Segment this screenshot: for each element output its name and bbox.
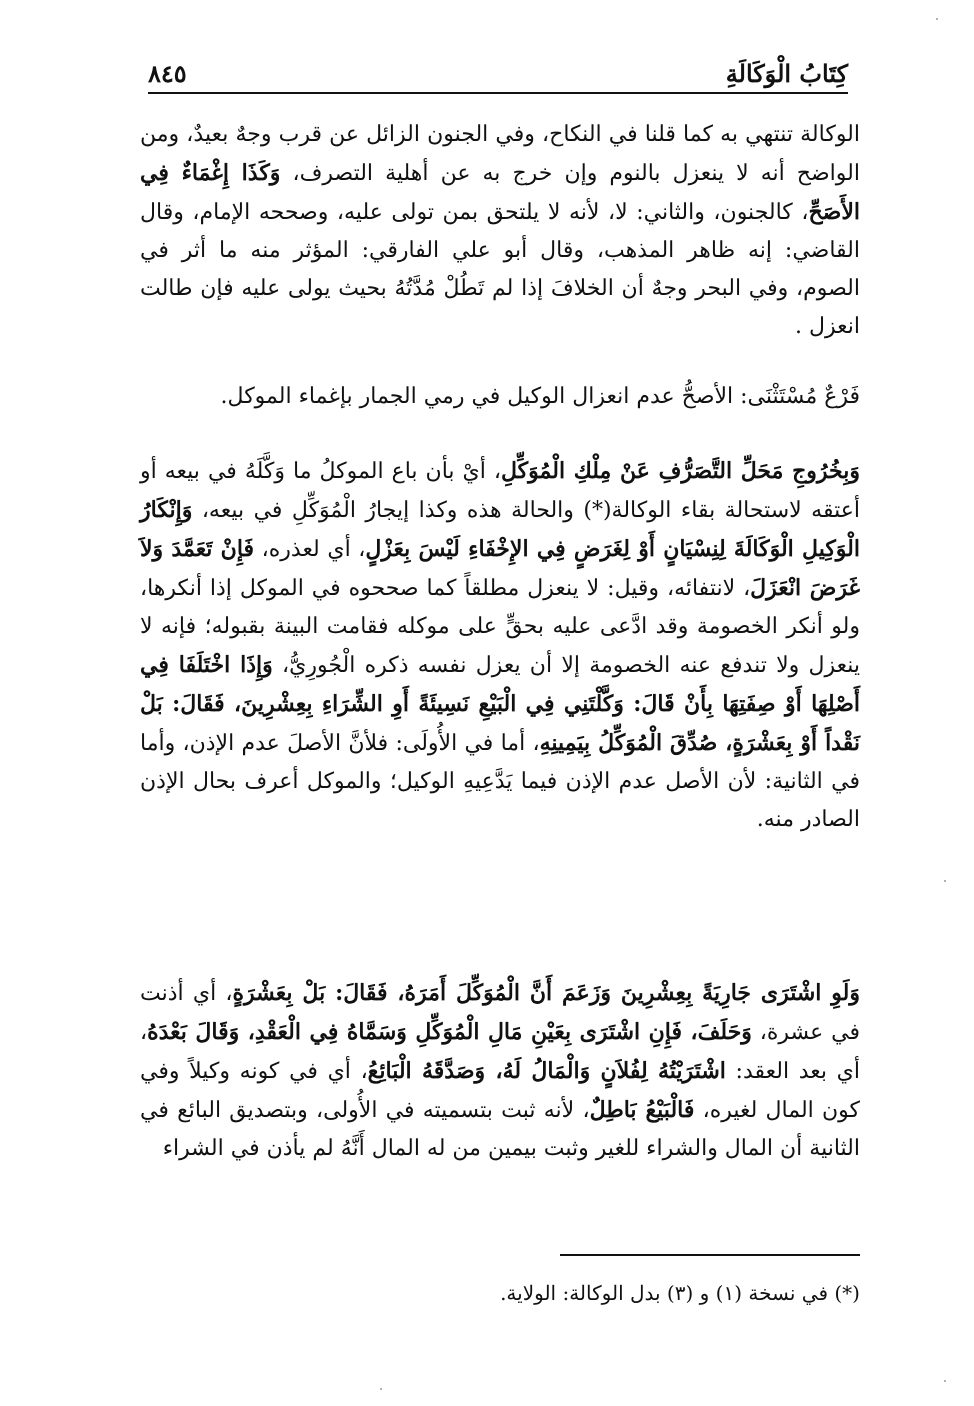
matn-text: فَالْبَيْعُ بَاطِلٌ: [589, 1097, 695, 1123]
scan-speck: [936, 18, 938, 20]
page-number: ٨٤٥: [148, 59, 187, 88]
text-run: ، أي في كونه وكيلاً وفي كون المال لغيره،: [140, 1059, 861, 1123]
text-run: ، لانتفائه، وقيل: لا ينعزل مطلقاً كما صححوه في الموكل إذا أنكرها، ولو أنكر الخصومة وقد ادَّعى عليه بحقٍّ على موكله فقامت البينة بقبوله؛ فإنه لا ينعزل ولا تندفع عنه الخصومة إلا أن يعزل نفسه ذكره الْجُورِيُّ،: [140, 576, 860, 678]
paragraph: [140, 116, 860, 346]
paragraph: [140, 452, 860, 839]
text-run: فَرْعٌ مُسْتَثْنَى: الأصحُّ عدم انعزال الوكيل في رمي الجمار بإغماء الموكل.: [220, 384, 860, 409]
matn-text: وَحَلَفَ، فَإِنِ اشْتَرَى بِعَيْنِ مَالِ الْمُوَكِّلِ وَسَمَّاهُ فِي الْعَقْدِ، وَقَالَ بَعْدَهُ: [147, 1019, 752, 1045]
scan-speck: [944, 1380, 946, 1382]
paragraph: [140, 378, 860, 416]
matn-text: وَإِذَا اخْتَلَفَا فِي أَصْلِهَا أَوْ صِفَتِهَا بِأَنْ قَالَ: وَكَّلْتَنِي فِي الْبَيْعِ نَسِيئَةً أَوِ الشِّرَاءِ بِعِشْرِينَ، فَقَالَ: بَلْ نَقْداً أَوْ بِعَشْرَةٍ، صُدِّقَ الْمُوَكِّلُ بِيَمِينِهِ: [140, 652, 860, 756]
text-run: ، أي لعذره،: [254, 537, 366, 562]
matn-text: وَكَذَا إِغْمَاءٌ فِي الأَصَحِّ: [140, 160, 860, 225]
matn-text: اشْتَرَيْتُهُ لِفُلاَنٍ وَالْمَالُ لَهُ، وَصَدَّقَهُ الْبَائِعُ: [367, 1058, 726, 1084]
text-run: ، أيْ بأن باع الموكلُ ما وَكَّلَهُ في بيعه أو أعتقه لاستحالة بقاء الوكالة(*) والحالة هذه وكذا إيجارُ الْمُوَكِّلِ في بيعه،: [140, 459, 860, 523]
text-run: ، أي أذنت في عشرة،: [140, 981, 860, 1045]
book-title: كِتَابُ الْوَكَالَةِ: [725, 59, 848, 88]
footnote: (*) في نسخة (١) و (٣) بدل الوكالة: الولاية.: [500, 1281, 860, 1305]
scan-speck: [380, 1388, 382, 1390]
matn-text: وَإِنْكَارُ الْوَكِيلِ الْوَكَالَةَ لِنِسْيَانٍ أَوْ لِغَرَضٍ فِي الإِخْفَاءِ لَيْسَ بِعَزْلٍ: [140, 497, 860, 562]
scan-speck: [944, 880, 946, 882]
paragraph: [140, 974, 860, 1168]
text-run: ، كالجنون، والثاني: لا، لأنه لا يلتحق بمن تولى عليه، وصححه الإمام، وقال القاضي: إنه ظاهر المذهب، وقال أبو علي الفارقي: المؤثر منه ما أثر في الصوم، وفي البحر وجهٌ أن الخلافَ إذا لم تَطُلْ مُدَّتُهُ بحيث يولى عليه فإن طالت انعزل .: [140, 200, 861, 339]
text-run: الوكالة تنتهي به كما قلنا في النكاح، وفي الجنون الزائل عن قرب وجهٌ بعيدٌ، ومن الواضح أنه لا ينعزل بالنوم وإن خرج به عن أهلية التصرف،: [140, 122, 860, 186]
running-header: [148, 52, 848, 94]
text-run: ، لأنه ثبت بتسميته في الأُولى، وبتصديق البائع في الثانية أن المال والشراء للغير وثبت بيمين من له المال أَنَّهُ لم يأذن في الشراء: [140, 1098, 860, 1161]
text-run: ، أي بعد العقد:: [140, 1020, 860, 1084]
matn-text: وَلَوِ اشْتَرَى جَارِيَةً بِعِشْرِينَ وَزَعَمَ أَنَّ الْمُوَكِّلَ أَمَرَهُ، فَقَالَ: بَلْ بِعَشْرَةٍ: [232, 980, 860, 1006]
text-run: ، أما في الأُولَى: فلأنَّ الأصلَ عدم الإذن، وأما في الثانية: لأن الأصل عدم الإذن فيما يَدَّعِيهِ الوكيل؛ والموكل أعرف بحال الإذن الصادر منه.: [140, 731, 860, 832]
matn-text: فَإِنْ تَعَمَّدَ وَلاَ غَرَضَ انْعَزَلَ: [140, 536, 860, 601]
footnote-divider: [560, 1254, 860, 1256]
matn-text: وَبِخُرُوجِ مَحَلِّ التَّصَرُّفِ عَنْ مِلْكِ الْمُوَكِّلِ: [501, 458, 860, 484]
